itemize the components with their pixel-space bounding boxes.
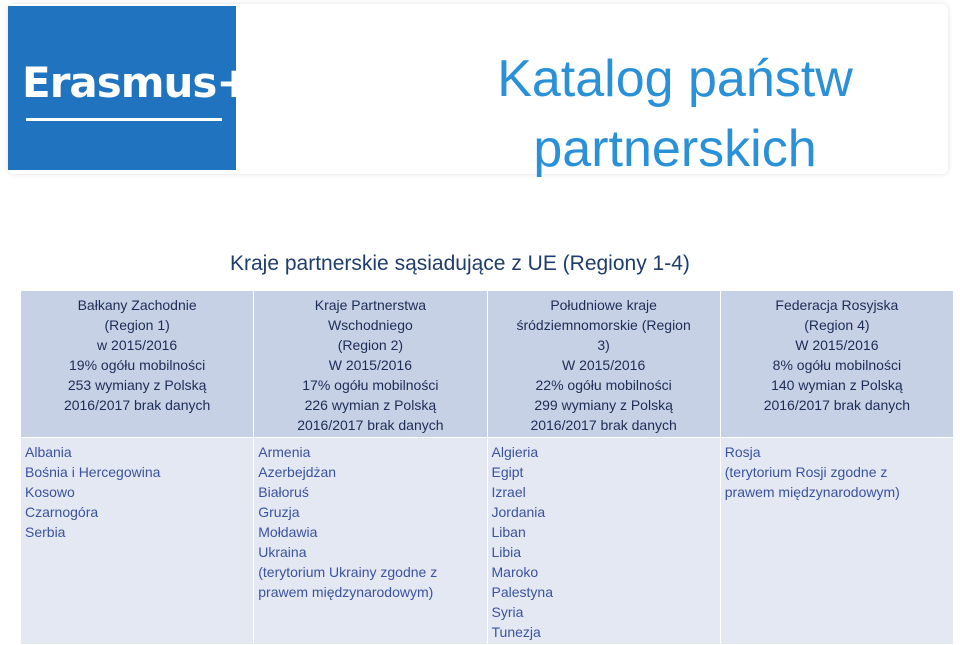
country-item: Serbia: [25, 524, 66, 540]
country-item: Ukraina: [258, 544, 307, 560]
regions-table: [20, 290, 954, 645]
header-line: Wschodniego: [327, 317, 413, 333]
region-3-header: [487, 291, 720, 438]
country-item: Białoruś: [258, 484, 309, 500]
header-line: 226 wymian z Polską: [304, 397, 437, 413]
country-item: Egipt: [491, 464, 524, 480]
country-item: Czarnogóra: [25, 504, 99, 520]
country-item: Izrael: [491, 484, 526, 500]
region-header-row: [21, 291, 954, 438]
country-item: Bośnia i Hercegowina: [25, 464, 161, 480]
country-note: (terytorium Ukrainy zgodne z: [258, 564, 438, 580]
header-line: 2016/2017 brak danych: [530, 417, 677, 433]
header-line: Bałkany Zachodnie: [77, 297, 197, 313]
region-1-header: [21, 291, 254, 438]
header-line: 22% ogółu mobilności: [535, 377, 672, 393]
header-line: 2016/2017 brak danych: [63, 397, 211, 413]
header-line: w 2015/2016: [97, 337, 178, 353]
header-line: Południowe kraje: [550, 297, 657, 313]
header-line: W 2015/2016: [795, 337, 879, 353]
country-item: Liban: [491, 524, 526, 540]
country-item: Kosowo: [25, 484, 75, 500]
header-line: 19% ogółu mobilności: [69, 357, 206, 373]
header-line: 3): [597, 337, 610, 353]
header-line: W 2015/2016: [561, 357, 646, 373]
country-item: Libia: [491, 544, 522, 560]
country-item: Rosja: [724, 444, 761, 460]
header-line: 8% ogółu mobilności: [772, 357, 902, 373]
title-line-1: Katalog państw: [497, 50, 853, 108]
header-line: (Region 1): [104, 317, 170, 333]
country-item: Palestyna: [491, 584, 553, 600]
header-line: 299 wymiany z Polską: [534, 397, 673, 413]
country-note: (terytorium Rosji zgodne z: [724, 464, 888, 480]
country-item: Algieria: [491, 444, 539, 460]
country-note: prawem międzynarodowym): [258, 584, 434, 600]
country-item: Mołdawia: [258, 524, 318, 540]
region-2-countries: [254, 438, 487, 645]
country-item: Armenia: [258, 444, 311, 460]
header-line: (Region 4): [804, 317, 870, 333]
country-item: Jordania: [491, 504, 546, 520]
page-title: [440, 44, 910, 184]
header-line: 140 wymian z Polską: [771, 377, 903, 393]
country-item: Gruzja: [258, 504, 300, 520]
header-line: (Region 2): [337, 337, 404, 353]
title-line-2: partnerskich: [533, 120, 817, 178]
logo-underline: [26, 118, 222, 121]
header-line: Kraje Partnerstwa: [314, 297, 427, 313]
country-item: Albania: [25, 444, 72, 460]
region-4-header: [720, 291, 953, 438]
region-4-countries: [720, 438, 953, 645]
header-line: 2016/2017 brak danych: [297, 417, 444, 433]
country-item: Tunezja: [491, 624, 541, 640]
erasmus-logo: [8, 6, 251, 170]
header-line: 17% ogółu mobilności: [302, 377, 439, 393]
header-line: 2016/2017 brak danych: [763, 397, 911, 413]
region-1-countries: [21, 438, 254, 645]
country-list-row: [21, 438, 954, 645]
logo-wordmark: Erasmus+: [22, 58, 251, 107]
country-item: Syria: [491, 604, 524, 620]
header-line: 253 wymiany z Polską: [67, 377, 207, 393]
header-line: W 2015/2016: [328, 357, 413, 373]
page-subtitle: Kraje partnerskie sąsiadujące z UE (Regiony 1-4): [230, 252, 690, 275]
region-2-header: [254, 291, 487, 438]
country-note: prawem międzynarodowym): [724, 484, 900, 500]
region-3-countries: [487, 438, 720, 645]
country-item: Maroko: [491, 564, 539, 580]
header-line: Federacja Rosyjska: [775, 297, 899, 313]
country-item: Azerbejdżan: [258, 464, 337, 480]
header-line: śródziemnomorskie (Region: [516, 317, 691, 333]
